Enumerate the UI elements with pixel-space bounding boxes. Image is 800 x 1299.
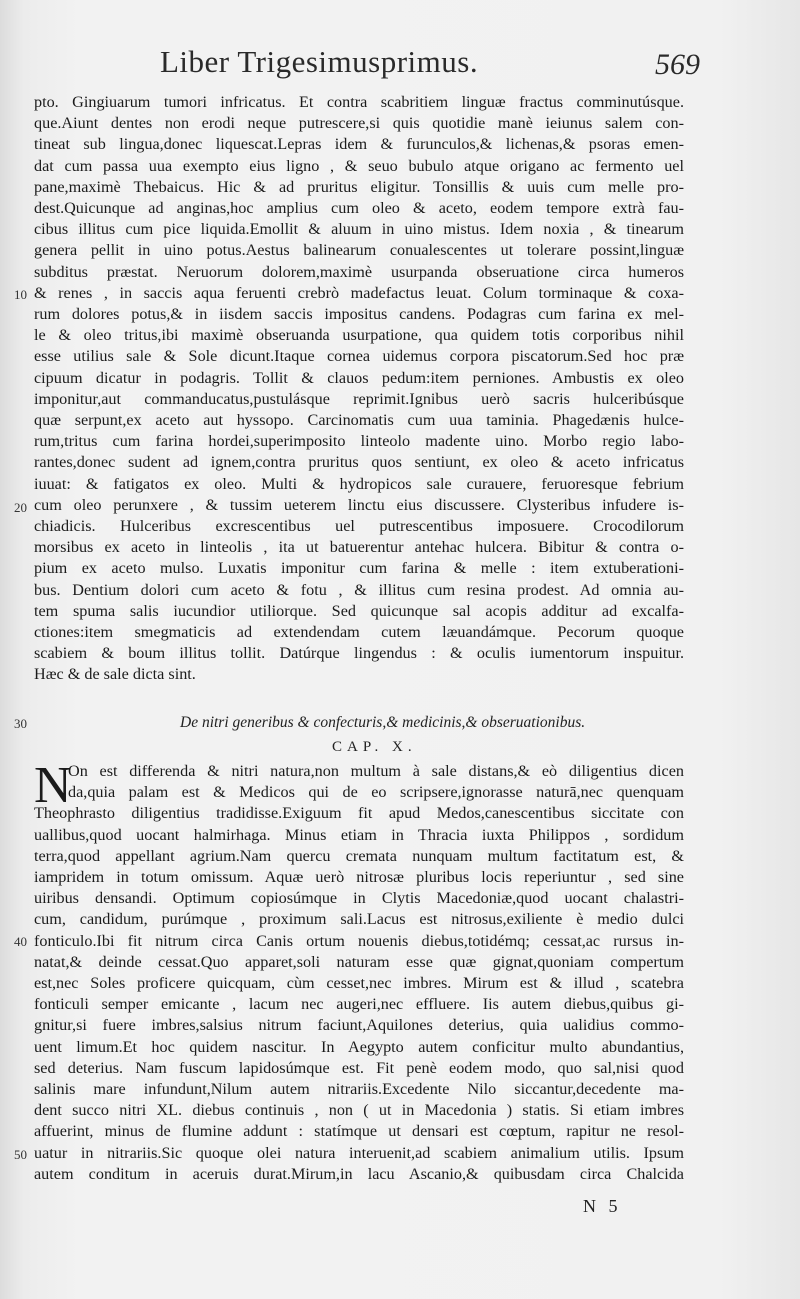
line-number-40: 40 xyxy=(14,934,27,949)
text-line: cum oleo perunxere , & tussim ueterem linctu eius discussere. Clysteribus infudere is- xyxy=(34,495,684,514)
text-line: sed deterius. Nam fuscum lapidosúmque est. Fit penè eodem modo, quo sal,nisi quod xyxy=(34,1058,684,1077)
text-line: est,nec Soles proficere quicquam, cùm cesset,nec imbres. Mirum est & illud , scatebra xyxy=(34,974,684,993)
text-line: esse utilius sale & Sole dicunt.Itaque cornea uidemus corpora piscatorum.Sed hoc præ xyxy=(34,347,684,366)
text-line: & renes , in saccis aqua feruenti crebrò madefactus leuat. Colum torminaque & coxa- xyxy=(34,283,684,302)
text-line: quæ serpunt,ex aceto aut hyssopo. Carcinomatis cum uua taminia. Phagedænis hulce- xyxy=(34,411,684,430)
text-line: bus. Dentium dolori cum aceto & fotu , & illitus cum resina prodest. Ad omnia au- xyxy=(34,580,684,599)
text-line: uallibus,quod uocant halmirhaga. Minus etiam in Thracia iuxta Philippos , sordidum xyxy=(34,825,684,844)
signature-mark: N 5 xyxy=(583,1196,622,1216)
section-heading: De nitri generibus & confecturis,& medicinis,& obseruationibus. xyxy=(180,714,586,731)
line-number-10: 10 xyxy=(14,287,27,302)
text-line: uent limum.Et hoc quidem nascitur. In Aegypto autem conficitur multo abundantius, xyxy=(34,1037,684,1056)
text-line: Hæc & de sale dicta sint. xyxy=(34,665,196,684)
running-head: Liber Trigesimusprimus. xyxy=(160,44,479,79)
text-line: que.Aiunt dentes non erodi neque putrescere,si quis quotidie manè ieiunus salem con- xyxy=(34,114,684,133)
text-line: cum, candidum, purúmque , proximum sali.Lacus est nitrosus,exiliente è medio dulci xyxy=(34,910,684,929)
text-line: iampridem in totum omissum. Aquæ uerò nitrosæ pluribus locis reperiuntur , sed sine xyxy=(34,868,684,887)
drop-capital: N xyxy=(34,757,72,814)
text-line: imponitur,aut commanducatus,pustulásque reprimit.Ignibus uerò sacris hulceribúsque xyxy=(34,389,684,408)
text-line: uatur in nitrariis.Sic quoque olei natura interuenit,ad scabiem animalium utilis. Ipsum xyxy=(34,1143,684,1162)
line-number-30: 30 xyxy=(14,716,27,731)
text-line: pane,maximè Thebaicus. Hic & ad pruritus eligitur. Tonsillis & uuis cum melle pro- xyxy=(34,177,684,196)
line-number-20: 20 xyxy=(14,500,27,515)
text-line: fonticuli semper emicante , lacum nec augeri,nec effluere. Iis autem diebus,quibus gi- xyxy=(34,995,684,1014)
text-line: dest.Quicunque ad anginas,hoc amplius cum oleo & aceto, eodem tempore extrà fau- xyxy=(34,199,684,218)
text-line: dent succo nitri XL. diebus continuis , non ( ut in Macedonia ) statis. Si etiam imbres xyxy=(34,1101,684,1120)
text-line: scabiem & boum illitus tollit. Datúrque lingendus : & oculis iumentorum inspuitur. xyxy=(34,644,684,663)
text-line: uiribus densandi. Optimum copiosúmque in Clytis Macedoniæ,quod uocant chalastri- xyxy=(34,889,684,908)
text-line: On est differenda & nitri natura,non multum à sale distans,& eò diligentius dicen xyxy=(68,762,684,780)
text-line: ctiones:item smegmaticis ad extendendam cutem læuandámque. Pecorum quoque xyxy=(34,623,684,642)
text-line: autem conditum in aceruis durat.Mirum,in lacu Ascanio,& quibusdam circa Chalcida xyxy=(34,1164,684,1183)
text-line: rum,tritus cum farina hordei,superimposito linteolo madente uino. Morbo regio labo- xyxy=(34,432,684,451)
text-line: salinis mare infundunt,Nilum autem nitrariis.Excedente Nilo siccantur,decedente ma- xyxy=(34,1080,684,1099)
paragraph-salt-remedies xyxy=(34,92,684,686)
text-line: cipuum dicatur in podagris. Tollit & clauos pedum:item perniones. Ambustis ex oleo xyxy=(34,368,684,387)
text-line: affuerint, minus de flumine addunt : statímque ut densari est cœptum, rapitur ne resol- xyxy=(34,1122,684,1141)
text-line: chiadicis. Hulceribus excrescentibus uel putrescentibus imposuere. Crocodilorum xyxy=(34,517,684,536)
text-line: rum dolores potus,& in iisdem saccis impositus candens. Podagras cum farina ex mel- xyxy=(34,305,684,324)
page-number: 569 xyxy=(655,48,700,81)
text-line: le & oleo tritus,ibi maximè obseruanda usurpatione, qua quidem totis corporibus nihil xyxy=(34,326,684,345)
text-line: tineat sub lingua,donec liquescat.Lepras idem & furunculos,& lichenas,& psoras emen- xyxy=(34,135,684,154)
chapter-label: CAP. X. xyxy=(332,739,417,755)
text-line: morsibus ex aceto in linteolis , ita ut batuerentur antehac hulcera. Bibitur & contra o- xyxy=(34,538,684,557)
text-line: Theophrasto diligentius tradidisse.Exiguum fit apud Medos,canescentibus siccitate con xyxy=(34,804,684,823)
text-line: rantes,donec sudent ad ignem,contra pruritus quos sentiunt, ex oleo & aceto infricatus xyxy=(34,453,684,472)
line-number-50: 50 xyxy=(14,1147,27,1162)
text-line: gnitur,si fuere imbres,salsius nitrum faciunt,Aquilones deterius, quia ualidius commo- xyxy=(34,1016,684,1035)
text-line: da,quia palam est & Medicos qui de eo scripsere,ignorasse naturā,nec quenquam xyxy=(68,783,684,802)
text-line: pto. Gingiuarum tumori infricatus. Et contra scabritiem linguæ fractus comminutúsque. xyxy=(34,93,684,111)
text-line: fonticulo.Ibi fit nitrum circa Canis ortum nouenis diebus,totidémq; cessat,ac rursus in- xyxy=(34,931,684,950)
text-line: terra,quod appellant agrium.Nam quercu cremata nunquam multum factitatum est, & xyxy=(34,846,684,865)
text-line: iuuat: & fatigatos ex oleo. Multi & hydropicos sale curauere, feruoresque febrium xyxy=(34,474,684,493)
text-line: pium ex aceto mulso. Luxatis imponitur cum farina & melle : item extuberationi- xyxy=(34,559,684,578)
text-line: subditus præstat. Neruorum dolorem,maximè usurpanda obseruatione circa humeros xyxy=(34,262,684,281)
text-line: tem spuma salis iucundior utiliorque. Sed quicunque sal acopis additur ad excalfa- xyxy=(34,601,684,620)
text-line: cibus illitus cum pice liquida.Emollit & aluum in uino mistus. Idem noxia , & tinearum xyxy=(34,220,684,239)
paragraph-nitre xyxy=(34,757,684,1185)
text-line: natat,& deinde cessat.Quo apparet,soli naturam esse quæ gignat,quoniam compertum xyxy=(34,952,684,971)
text-line: dat cum passa uua exempto eius ligno , & seuo bubulo atque origano ac fermento uel xyxy=(34,156,684,175)
text-line: genera pellit in uino potus.Aestus balinearum conualescentes ut tolerare possint,linguæ xyxy=(34,241,684,260)
